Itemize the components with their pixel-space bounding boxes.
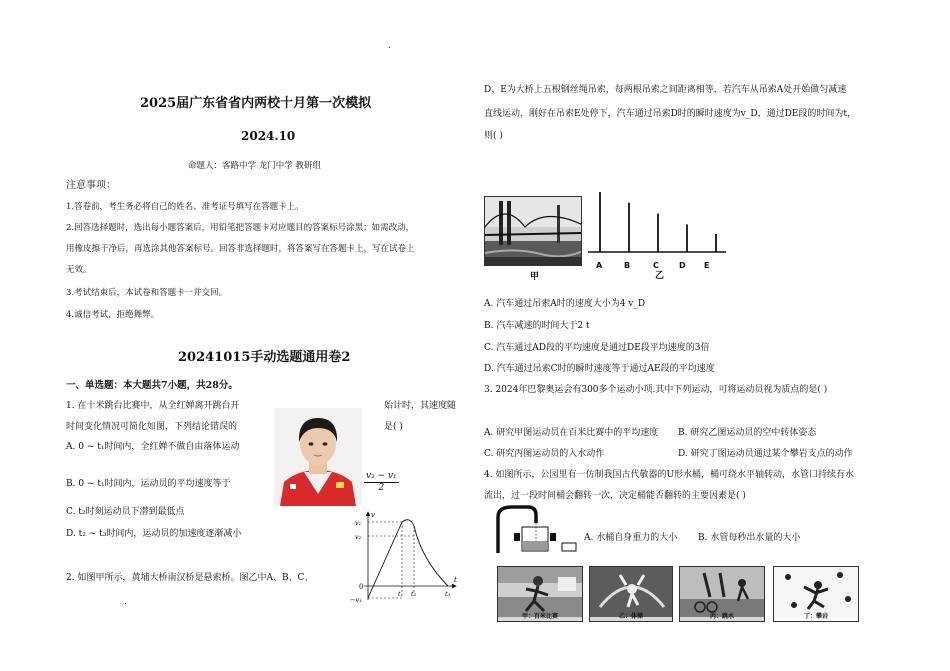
cables-diagram (588, 190, 728, 270)
point-label-b: B (624, 261, 631, 270)
climbing-photo (773, 566, 859, 622)
section-heading: 一、单选题：本大题共7小题，共28分。 (66, 380, 238, 391)
side-block (562, 543, 576, 551)
vt-graph (350, 508, 462, 602)
q3-option-b: B. 研究乙图运动员的空中转体姿态 (678, 428, 817, 438)
q4-line2: 流出，过一段时间桶会翻转一次，决定桶能否翻转的主要因素是( ) (484, 491, 746, 501)
notice-line-2: 2.回答选择题时，选出每小题答案后，用铅笔把答题卡对应题目的答案标号涂黑；如需改动， (66, 223, 415, 233)
notice-line-3: 用橡皮擦干净后，再选涂其他答案标号。回答非选择题时，将答案写在答题卡上，写在试卷上 (66, 244, 415, 254)
gymnastics-caption: 乙：体操 (618, 613, 643, 620)
notice-line-6: 4.诚信考试，拒绝舞弊。 (66, 310, 160, 320)
v-axis-label: v (371, 511, 375, 519)
q1-option-c: C. t₂时刻运动员下潜到最低点 (66, 507, 185, 517)
bridge-image (485, 197, 582, 266)
q2-line1: 2. 如图甲所示，黄埔大桥南汉桥是悬索桥。图乙中A、B、C、 (66, 573, 314, 583)
q2-option-b: B. 汽车减速的时间大于2 t (484, 321, 590, 331)
point-label-e: E (704, 261, 710, 270)
v2-label: v₂ (355, 533, 362, 541)
right-support (550, 533, 556, 541)
left-support (514, 533, 520, 541)
sprint-image (498, 567, 583, 617)
q3-option-a: A. 研究甲图运动员在百米比赛中的平均速度 (484, 428, 659, 438)
bucket-diagram (492, 503, 584, 555)
q2-option-d: D. 汽车通过吊索C时的瞬时速度等于通过AE段的平均速度 (484, 364, 715, 374)
origin-label: 0 (359, 583, 364, 591)
t2-label: t₂ (411, 590, 417, 598)
q3-option-c: C. 研究丙图运动员的入水动作 (484, 449, 605, 459)
gymnastics-photo (589, 566, 673, 622)
q2-option-a: A. 汽车通过吊索A时的速度大小为4 v_D (484, 299, 646, 309)
diver-photo (274, 408, 362, 506)
climbing-image (774, 567, 859, 617)
fig-yi-label: 乙 (655, 271, 665, 281)
point-label-a: A (596, 261, 603, 270)
bottom-mark: . (124, 597, 127, 607)
notice-heading: 注意事项： (66, 180, 116, 191)
q4-option-a: A. 水桶自身重力的大小 (584, 533, 678, 543)
v1-label: v₁ (355, 519, 362, 527)
q1-option-a: A. 0 ~ t₁时间内，全红婵不做自由落体运动 (66, 442, 240, 452)
notice-line-1: 1.答卷前，考生务必将自己的姓名、准考证号填写在答题卡上。 (66, 202, 304, 212)
q3-stem: 3. 2024年巴黎奥运会有300多个运动小项.其中下列运动，可将运动员视为质点的是( ) (484, 385, 828, 395)
gymnastics-image (590, 567, 673, 617)
t3-label: t₃ (445, 590, 451, 598)
q1-line2a: 时间变化情况可简化如图，下列结论错误的 (66, 422, 238, 432)
t-axis-label: t (454, 576, 457, 584)
top-mark: . (388, 41, 391, 51)
bridge-photo (484, 196, 582, 266)
q4-line1: 4. 如图所示，公园里有一仿制我国古代敬器的U形水桶，桶可绕水平轴转动，水管口持续有水 (484, 470, 855, 480)
exam-title: 2025届广东省省内两校十月第一次模拟 (140, 96, 372, 111)
q1-line1b: 始计时，其速度随 (384, 401, 457, 411)
diving-caption: 丙：跳水 (709, 613, 734, 620)
notice-line-4: 无效。 (66, 265, 92, 275)
notice-line-5: 3.考试结束后，本试卷和答题卡一并交回。 (66, 288, 228, 298)
sprint-photo (497, 566, 583, 622)
fraction-denominator: 2 (378, 483, 385, 493)
q3-option-d: D. 研究丁图运动员通过某个攀岩支点的动作 (678, 449, 853, 459)
sprint-caption: 甲：百米比赛 (521, 613, 558, 620)
fraction-numerator: v₂ − v₁ (366, 471, 397, 481)
fig-jia-label: 甲 (530, 272, 540, 282)
q1-line1a: 1. 在十米跳台比赛中，从全红婵离开跳台开 (66, 401, 240, 411)
exam-date: 2024.10 (241, 129, 296, 143)
bucket-water (523, 541, 547, 550)
q2-cont-line2: 直线运动，刚好在吊索E处停下，汽车通过吊索D时的瞬时速度为v_D，通过DE段的时间为t， (484, 109, 856, 119)
q1-line2b: 是( ) (384, 422, 403, 432)
q1-fraction (364, 471, 399, 494)
q2-cont-line1: D、E为大桥上五根钢丝绳吊索，每两根吊索之间距离相等，若汽车从吊索A处开始做匀减速 (484, 85, 847, 95)
q4-option-b: B. 水管每秒出水量的大小 (698, 533, 801, 543)
diver-portrait-image (274, 408, 362, 506)
t1-label: t₁ (398, 590, 404, 598)
q1-option-b: B. 0 ~ t₁时间内，运动员的平均速度等于 (66, 479, 231, 489)
point-label-c: C (653, 261, 659, 270)
climbing-caption: 丁：攀岩 (803, 613, 828, 620)
point-label-d: D (679, 261, 686, 270)
diving-image (680, 567, 765, 617)
neg-v1-label: −v₁ (350, 596, 362, 602)
q2-option-c: C. 汽车通过AD段的平均速度是通过DE段平均速度的3倍 (484, 343, 710, 353)
paper-title: 20241015手动选题通用卷2 (178, 350, 351, 365)
diving-photo (679, 566, 765, 622)
q1-option-d: D. t₂ ~ t₃时间内，运动员的加速度逐渐减小 (66, 529, 242, 539)
exam-authors: 命题人：客路中学 龙门中学 教研组 (188, 161, 321, 171)
q2-cont-line3: 则( ) (484, 131, 503, 141)
